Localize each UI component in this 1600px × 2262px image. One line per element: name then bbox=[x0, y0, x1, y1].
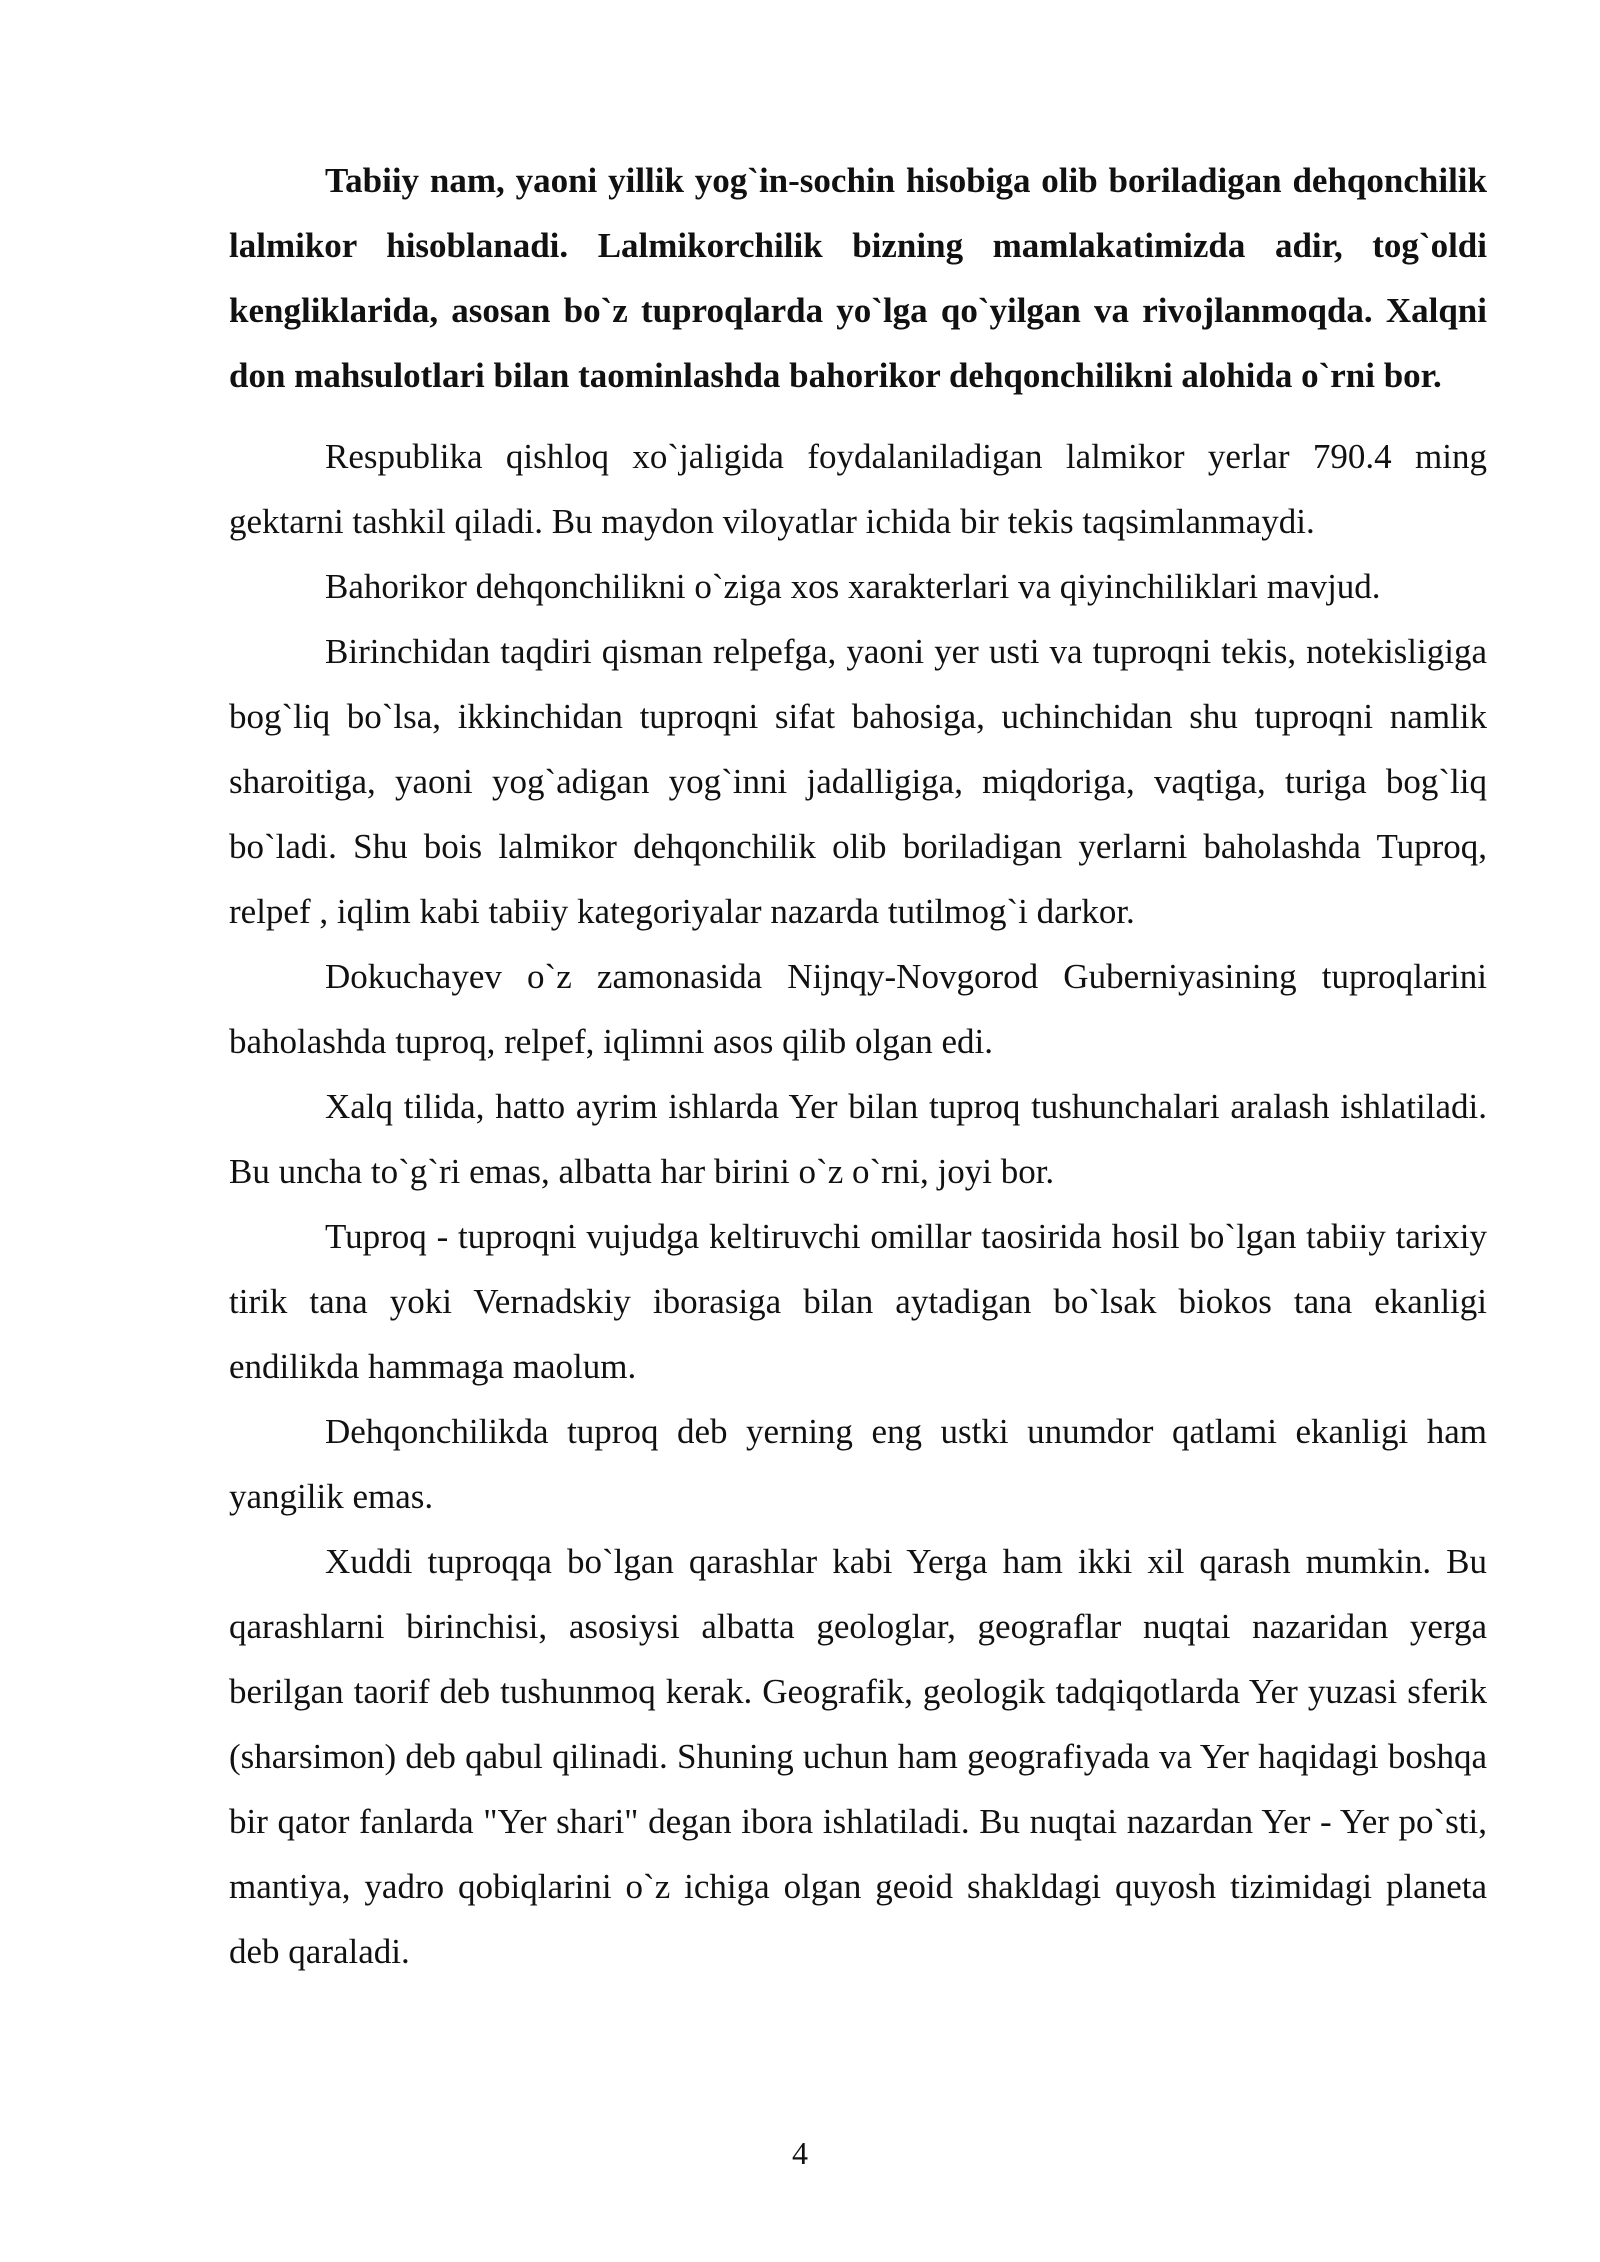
paragraph: Respublika qishloq xo`jaligida foydalaniladigan lalmikor yerlar 790.4 ming gektarni tashkil qiladi. Bu maydon viloyatlar ichida bir tekis taqsimlanmaydi. bbox=[229, 437, 1487, 541]
paragraph: Dehqonchilikda tuproq deb yerning eng ustki unumdor qatlami ekanligi ham yangilik emas. bbox=[229, 1412, 1487, 1516]
paragraph: Bahorikor dehqonchilikni o`ziga xos xarakterlari va qiyinchiliklari mavjud. bbox=[325, 567, 1381, 606]
page-number: 4 bbox=[792, 2135, 808, 2171]
paragraph: Dokuchayev o`z zamonasida Nijnqy-Novgorod Guberniyasining tuproqlarini baholashda tuproq, relpef, iqlimni asos qilib olgan edi. bbox=[229, 957, 1487, 1061]
paragraph: Xalq tilida, hatto ayrim ishlarda Yer bilan tuproq tushunchalari aralash ishlatiladi. Bu uncha to`g`ri emas, albatta har birini o`z o`rni, joyi bor. bbox=[229, 1087, 1487, 1191]
document-body bbox=[229, 148, 1487, 1984]
paragraph-intro-bold: Tabiiy nam, yaoni yillik yog`in-sochin hisobiga olib boriladigan dehqonchilik lalmikor hisoblanadi. Lalmikorchilik bizning mamlakatimizda adir, tog`oldi kengliklarida, asosan bo`z tuproqlarda yo`lga qo`yilgan va rivojlanmoqda. Xalqni don mahsulotlari bilan taominlashda bahorikor dehqonchilikni alohida o`rni bor. bbox=[229, 161, 1487, 395]
paragraph: Tuproq - tuproqni vujudga keltiruvchi omillar taosirida hosil bo`lgan tabiiy tarixiy tirik tana yoki Vernadskiy iborasiga bilan aytadigan bo`lsak biokos tana ekanligi endilikda hammaga maolum. bbox=[229, 1217, 1487, 1386]
paragraph: Xuddi tuproqqa bo`lgan qarashlar kabi Yerga ham ikki xil qarash mumkin. Bu qarashlarni birinchisi, asosiysi albatta geologlar, geograflar nuqtai nazaridan yerga berilgan taorif deb tushunmoq kerak. Geografik, geologik tadqiqotlarda Yer yuzasi sferik (sharsimon) deb qabul qilinadi. Shuning uchun ham geografiyada va Yer haqidagi boshqa bir qator fanlarda "Yer shari" degan ibora ishlatiladi. Bu nuqtai nazardan Yer - Yer po`sti, mantiya, yadro qobiqlarini o`z ichiga olgan geoid shakldagi quyosh tizimidagi planeta deb qaraladi. bbox=[229, 1542, 1487, 1971]
paragraph: Birinchidan taqdiri qisman relpefga, yaoni yer usti va tuproqni tekis, notekisligiga bog`liq bo`lsa, ikkinchidan tuproqni sifat bahosiga, uchinchidan shu tuproqni namlik sharoitiga, yaoni yog`adigan yog`inni jadalligiga, miqdoriga, vaqtiga, turiga bog`liq bo`ladi. Shu bois lalmikor dehqonchilik olib boriladigan yerlarni baholashda Tuproq, relpef , iqlim kabi tabiiy kategoriyalar nazarda tutilmog`i darkor. bbox=[229, 632, 1487, 931]
